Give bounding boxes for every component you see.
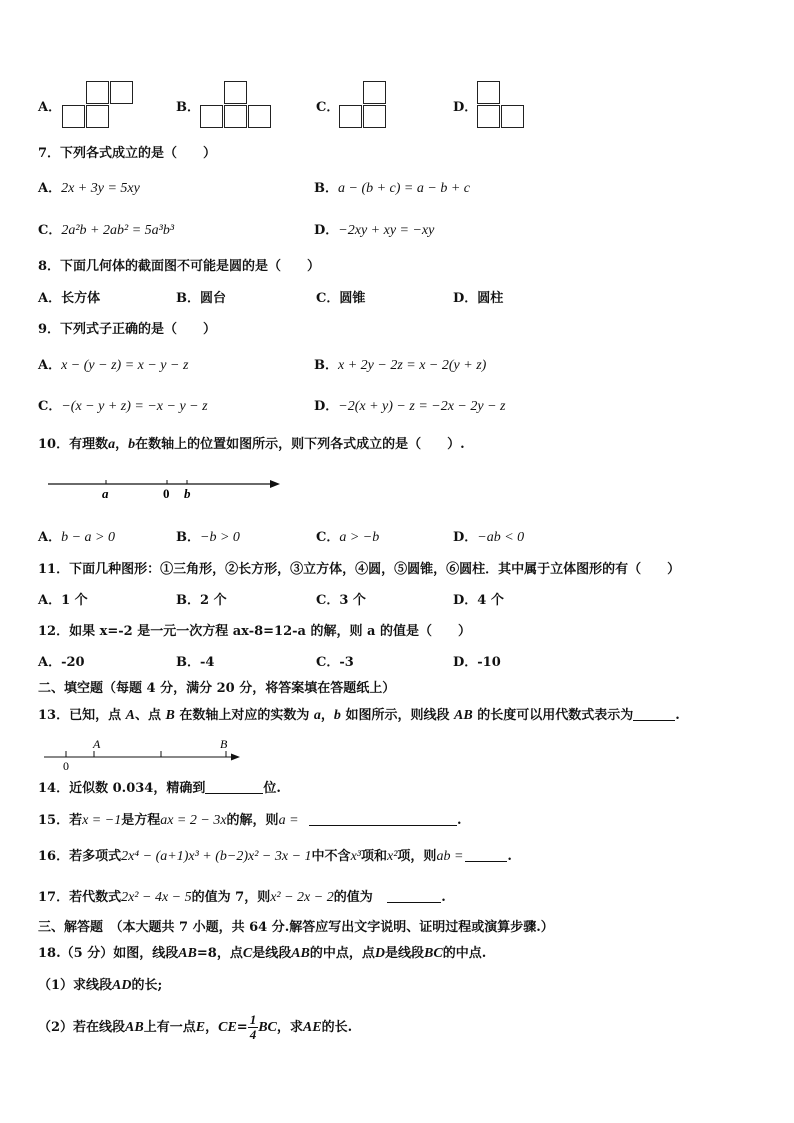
q13-axis-label-b: B <box>220 737 228 751</box>
q10-axis-label-zero: 0 <box>163 486 170 501</box>
q7-option-c: C．2a²b + 2ab² = 5a³b³ <box>38 223 175 238</box>
q11-option-d: D．4 个 <box>453 593 504 608</box>
q7-stem: 7．下列各式成立的是（ ） <box>38 146 217 161</box>
q10-option-d: D．−ab < 0 <box>453 530 525 545</box>
q6-option-b-label: B． <box>176 100 200 115</box>
q12-option-c: C．-3 <box>316 655 354 670</box>
q13-number-line <box>44 734 244 772</box>
q13-answer-blank <box>633 706 675 721</box>
q13-axis-label-zero: 0 <box>63 759 69 772</box>
q9-stem: 9．下列式子正确的是（ ） <box>38 322 217 337</box>
q16-stem: 16．若多项式2x⁴ − (a+1)x³ + (b−2)x² − 3x − 1中不含x³项和x²项，则ab = . <box>38 849 512 864</box>
q15-stem: 15．若x = −1是方程ax = 2 − 3x的解，则a = . <box>38 813 462 828</box>
q18-part-1: （1）求线段AD的长; <box>38 978 163 993</box>
q12-option-a: A．-20 <box>38 655 85 670</box>
q10-option-a: A．b − a > 0 <box>38 530 115 545</box>
q7-option-d: D．−2xy + xy = −xy <box>314 223 435 238</box>
q6-figure-a <box>62 81 136 131</box>
q12-option-b: B．-4 <box>176 655 215 670</box>
q8-option-d: D．圆柱 <box>453 291 504 306</box>
q11-stem: 11．下面几种图形：①三角形，②长方形，③立方体，④圆，⑤圆锥，⑥圆柱．其中属于立体图形的有（ ） <box>38 562 681 577</box>
q8-option-a: A．长方体 <box>38 291 101 306</box>
q18-part-2: （2）若在线段AB上有一点E，CE= $\frac{1}{4}$ BC，求AE的长. <box>38 1012 353 1042</box>
q9-option-a: A．x − (y − z) = x − y − z <box>38 358 189 373</box>
q18-stem: 18.（5 分）如图，线段AB=8，点C是线段AB的中点，点D是线段BC的中点. <box>38 946 487 961</box>
q15-answer-blank <box>309 811 457 826</box>
q17-answer-blank <box>387 888 441 903</box>
q13-axis-label-a: A <box>93 737 101 751</box>
section-2-title: 二、填空题（每题 4 分，满分 20 分，将答案填在答题纸上） <box>38 681 396 696</box>
q8-option-b: B．圆台 <box>176 291 227 306</box>
q9-option-b: B．x + 2y − 2z = x − 2(y + z) <box>314 358 487 373</box>
q10-axis-label-b: b <box>184 486 191 501</box>
q8-option-c: C．圆锥 <box>316 291 366 306</box>
q12-option-d: D．-10 <box>453 655 501 670</box>
q6-figure-c <box>339 81 389 131</box>
q9-option-d: D．−2(x + y) − z = −2x − 2y − z <box>314 399 506 414</box>
q8-stem: 8．下面几何体的截面图不可能是圆的是（ ） <box>38 259 321 274</box>
q6-figure-b <box>200 81 274 131</box>
q11-option-b: B．2 个 <box>176 593 227 608</box>
q12-stem: 12．如果 x=-2 是一元一次方程 ax-8=12-a 的解，则 a 的值是（ ） <box>38 624 471 639</box>
q6-figure-d <box>477 81 527 131</box>
q10-option-c: C．a > −b <box>316 530 380 545</box>
q16-answer-blank <box>465 847 507 862</box>
q14-stem: 14．近似数 0.034，精确到 位. <box>38 781 281 796</box>
q7-option-a: A．2x + 3y = 5xy <box>38 181 140 196</box>
q11-option-a: A．1 个 <box>38 593 88 608</box>
q11-option-c: C．3 个 <box>316 593 366 608</box>
q7-option-b: B．a − (b + c) = a − b + c <box>314 181 470 196</box>
q13-stem: 13．已知，点 A、点 B 在数轴上对应的实数为 a，b 如图所示，则线段 AB 的长度可以用代数式表示为 . <box>38 708 680 723</box>
q6-option-d-label: D． <box>453 100 478 115</box>
q6-option-a-label: A． <box>38 100 62 115</box>
q10-option-b: B．−b > 0 <box>176 530 240 545</box>
q6-option-c-label: C． <box>316 100 340 115</box>
q10-stem: 10．有理数a，b在数轴上的位置如图所示，则下列各式成立的是（ ）. <box>38 437 465 452</box>
q14-answer-blank <box>205 779 263 794</box>
q17-stem: 17．若代数式2x² − 4x − 5的值为 7，则x² − 2x − 2的值为 . <box>38 890 446 905</box>
q18-fraction: $\frac{1}{4}$ <box>249 1012 257 1042</box>
q10-axis-label-a: a <box>102 486 109 501</box>
q9-option-c: C．−(x − y + z) = −x − y − z <box>38 399 208 414</box>
q10-number-line <box>44 470 284 504</box>
section-3-title: 三、解答题 （本大题共 7 小题，共 64 分.解答应写出文字说明、证明过程或演算步骤.） <box>38 920 554 935</box>
